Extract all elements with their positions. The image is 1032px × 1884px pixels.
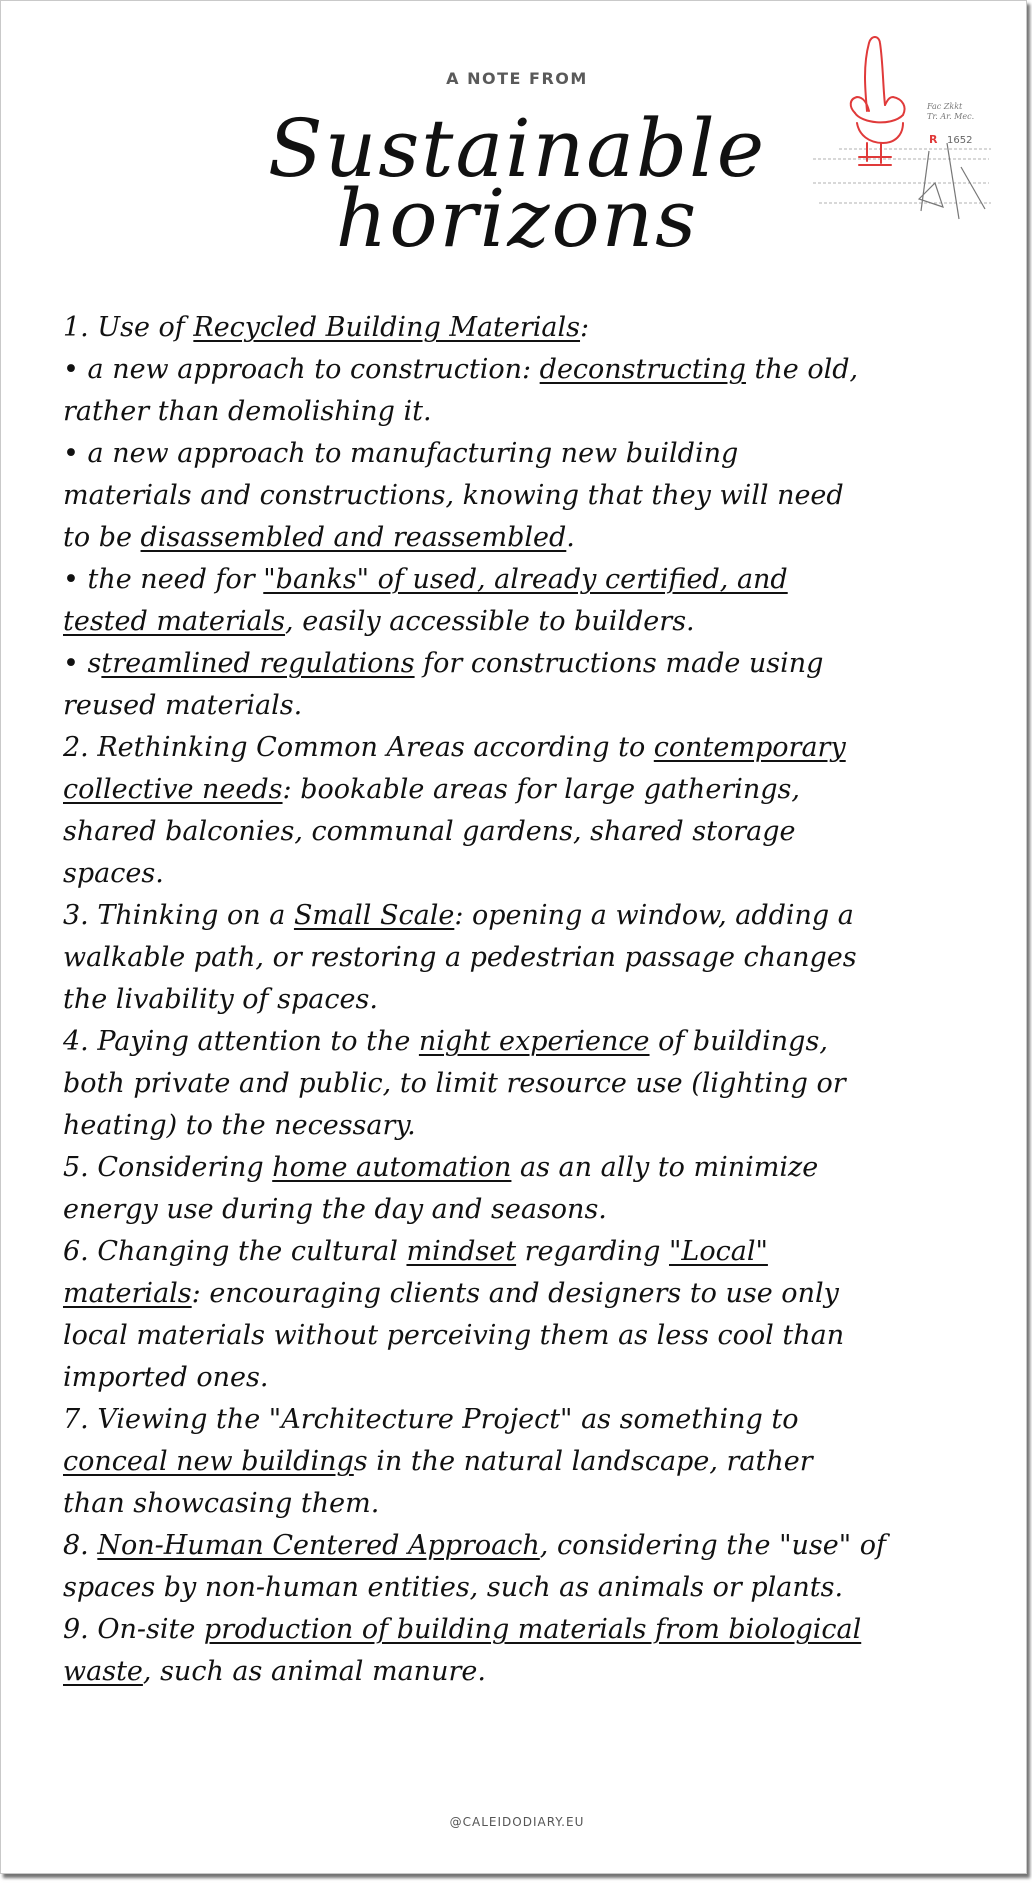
text-segment: • a new approach to construction: — [63, 354, 540, 385]
text-segment: • s — [63, 648, 102, 679]
text-segment: 2. Rethinking Common Areas according to — [63, 732, 654, 763]
text-segment: spaces. — [63, 858, 164, 889]
text-segment: , such as animal manure. — [142, 1656, 486, 1687]
underlined-phrase: tested materials — [63, 606, 286, 637]
text-segment: imported ones. — [63, 1362, 269, 1393]
underlined-phrase: materials — [63, 1278, 192, 1309]
text-segment: 8. — [63, 1530, 98, 1561]
text-segment: than showcasing them. — [63, 1488, 380, 1519]
body-line — [63, 727, 983, 769]
body-line — [63, 1567, 983, 1609]
body-line — [63, 475, 983, 517]
text-segment: : bookable areas for large gatherings, — [282, 774, 800, 805]
body-line — [63, 433, 983, 475]
body-line — [63, 1273, 983, 1315]
stamp-text-1: Fac Zkkt — [927, 102, 963, 111]
text-segment: the livability of spaces. — [63, 984, 378, 1015]
text-segment: for constructions made using — [414, 648, 824, 679]
body-line — [63, 769, 983, 811]
body-line — [63, 391, 983, 433]
text-segment: both private and public, to limit resource use (lighting or — [63, 1068, 846, 1099]
stamp-text-2: Tr. Ar. Mec. — [927, 112, 975, 121]
text-segment: s in the natural landscape, rather — [353, 1446, 813, 1477]
body-line — [63, 1021, 983, 1063]
body-line — [63, 895, 983, 937]
text-segment: energy use during the day and seasons. — [63, 1194, 607, 1225]
body-line — [63, 349, 983, 391]
page-title-line-2: horizons — [335, 172, 699, 265]
body-line — [63, 1315, 983, 1357]
body-line — [63, 1357, 983, 1399]
body-line — [63, 643, 983, 685]
body-line — [63, 1525, 983, 1567]
text-segment: • a new approach to manufacturing new building — [63, 438, 739, 469]
text-segment: • the need for — [63, 564, 264, 595]
underlined-phrase: "Local" — [669, 1236, 768, 1267]
body-line — [63, 1147, 983, 1189]
underlined-phrase: "banks" of used, already certified, and — [263, 564, 788, 595]
stamp-text-3: R — [929, 133, 938, 146]
underlined-phrase: treamlined regulations — [101, 648, 415, 679]
text-segment: 1. Use of — [63, 312, 194, 343]
body-line — [63, 1399, 983, 1441]
text-segment: : opening a window, adding a — [454, 900, 854, 931]
text-segment: spaces by non-human entities, such as animals or plants. — [63, 1572, 844, 1603]
body-line — [63, 1483, 983, 1525]
text-segment: the old, — [745, 354, 859, 385]
body-line — [63, 979, 983, 1021]
text-segment: shared balconies, communal gardens, shared storage — [63, 816, 796, 847]
underlined-phrase: Small Scale — [293, 900, 455, 931]
text-segment: 4. Paying attention to the — [63, 1026, 419, 1057]
pointing-hand-stamp-icon — [809, 31, 995, 221]
text-segment: as an ally to minimize — [511, 1152, 819, 1183]
text-segment: rather than demolishing it. — [63, 396, 432, 427]
body-line — [63, 1063, 983, 1105]
eyebrow-label: A NOTE FROM — [446, 69, 588, 88]
underlined-phrase: home automation — [272, 1152, 512, 1183]
page-title-line-1: Sustainable — [267, 102, 767, 195]
body-line — [63, 1651, 983, 1693]
footer-handle: @CALEIDODIARY.EU — [449, 1815, 585, 1829]
text-segment: 5. Considering — [63, 1152, 273, 1183]
text-segment: local materials without perceiving them as less cool than — [63, 1320, 845, 1351]
text-segment: to be — [63, 522, 141, 553]
body-line — [63, 307, 983, 349]
text-segment: : encouraging clients and designers to use only — [191, 1278, 839, 1309]
stamp-text-4: 1652 — [947, 135, 973, 146]
body-line — [63, 601, 983, 643]
body-line — [63, 559, 983, 601]
body-line — [63, 1441, 983, 1483]
underlined-phrase: mindset — [406, 1236, 517, 1267]
body-line — [63, 853, 983, 895]
text-segment: reused materials. — [63, 690, 303, 721]
body-line — [63, 1609, 983, 1651]
text-segment: , easily accessible to builders. — [285, 606, 695, 637]
body-line — [63, 937, 983, 979]
underlined-phrase: production of building materials from biological — [203, 1614, 862, 1645]
body-line — [63, 1105, 983, 1147]
text-segment: 6. Changing the cultural — [63, 1236, 407, 1267]
text-segment: of buildings, — [649, 1026, 828, 1057]
underlined-phrase: collective needs — [63, 774, 283, 805]
underlined-phrase: deconstructing — [539, 354, 746, 385]
body-line — [63, 685, 983, 727]
underlined-phrase: Non-Human Centered Approach — [97, 1530, 540, 1561]
body-line — [63, 1231, 983, 1273]
text-segment: . — [566, 522, 575, 553]
underlined-phrase: contemporary — [653, 732, 846, 763]
body-line — [63, 1189, 983, 1231]
note-body — [63, 307, 983, 1693]
text-segment: regarding — [516, 1236, 670, 1267]
body-line — [63, 517, 983, 559]
text-segment: heating) to the necessary. — [63, 1110, 416, 1141]
underlined-phrase: conceal new building — [63, 1446, 354, 1477]
text-segment: 7. Viewing the "Architecture Project" as something to — [63, 1404, 799, 1435]
text-segment: 9. On-site — [63, 1614, 204, 1645]
text-segment: walkable path, or restoring a pedestrian passage changes — [63, 942, 857, 973]
body-line — [63, 811, 983, 853]
text-segment: , considering the "use" of — [539, 1530, 886, 1561]
underlined-phrase: Recycled Building Materials — [193, 312, 581, 343]
underlined-phrase: disassembled and reassembled — [140, 522, 567, 553]
text-segment: : — [580, 312, 590, 343]
underlined-phrase: night experience — [418, 1026, 650, 1057]
text-segment: 3. Thinking on a — [63, 900, 294, 931]
text-segment: materials and constructions, knowing that they will need — [63, 480, 844, 511]
underlined-phrase: waste — [63, 1656, 143, 1687]
